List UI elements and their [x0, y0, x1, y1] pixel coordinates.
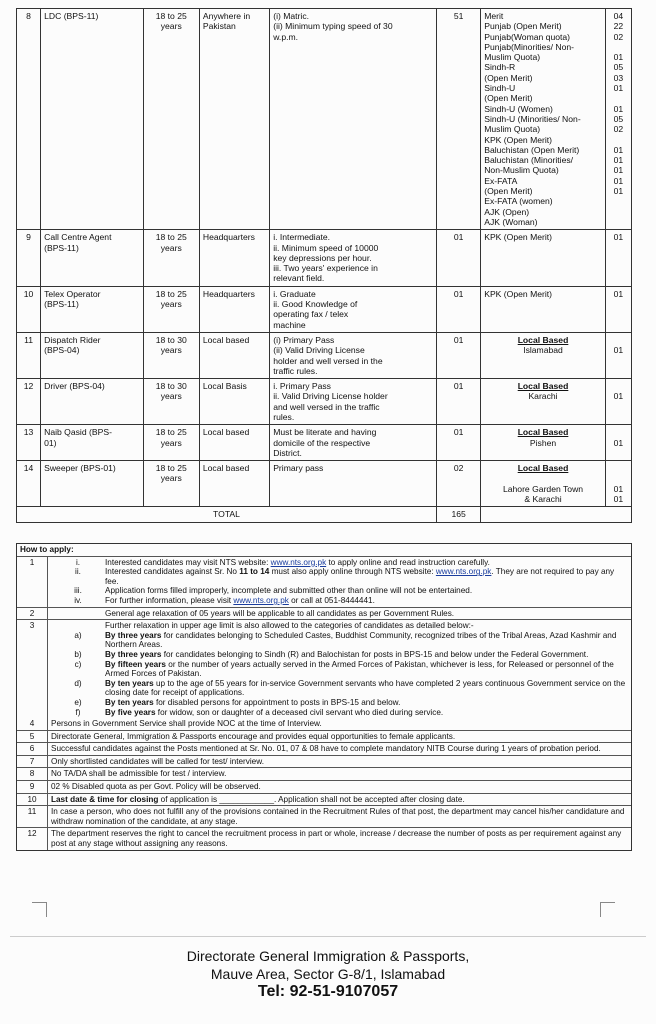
age-relaxation-item: a) By three years for candidates belonging to Scheduled Castes, Buddhist Community, recognized tribes of the Tribal Areas, Azad Kashmir and Northern Areas.	[74, 630, 617, 650]
post-name: LDC (BPS-11)	[41, 9, 144, 230]
place-of-posting: Local based	[199, 332, 269, 378]
howto-item-6: 6 Successful candidates against the Posts mentioned at Sr. No. 01, 07 & 08 have to complete mandatory NITB Course during 1 years of probation period.	[17, 742, 631, 755]
number-of-posts: 01	[437, 230, 481, 286]
howto-subitem: iii. Application forms filled improperly, incomplete and submitted other than online will not be entertained.	[74, 586, 473, 596]
post-row	[17, 379, 632, 425]
post-name: Call Centre Agent (BPS-11)	[41, 230, 144, 286]
howto-item-2: 2 General age relaxation of 05 years will be applicable to all candidates as per Government Rules.	[17, 607, 631, 620]
posts-table	[16, 8, 632, 523]
post-name: Sweeper (BPS-01)	[41, 461, 144, 507]
footer-line1: Directorate General Immigration & Passports,	[186, 948, 470, 964]
howto-item-3: 3 Further relaxation in upper age limit is also allowed to the categories of candidates as detailed below:- a) By three years for candidates belonging to Scheduled Castes, Buddhist Community, recognized tribes of the Tribal Areas, Azad Kashmir and Northern Areas. b) By three years for candidates belonging to Sindh (R) and Balochistan for posts in BPS-15 and below under the Federal Government. c) By fifteen years or the number of years actually served in the Armed Forces of Pakistan, whichever is less, for Released or personnel of the Armed Forces of Pakistan. d) By ten years up to the age of 55 years for in-service Government servants who have completed 2 years continuous Government service on the closing date for receipt of applications. e) By ten years for disabled persons for appointment to posts in BPS-15 and below. f) By five years for widow, son or daughter of a deceased civil servant who died during service.	[17, 619, 631, 718]
age-relaxation-item: f) By five years for widow, son or daughter of a deceased civil servant who died during service.	[75, 707, 444, 717]
crop-mark	[32, 902, 47, 917]
post-name: Dispatch Rider (BPS-04)	[41, 332, 144, 378]
age-relaxation-item: d) By ten years up to the age of 55 years for in-service Government servants who have completed 2 years continuous Government service on the closing date for receipt of applications.	[74, 678, 626, 698]
howto-item-5: 5 Directorate General, Immigration & Passports encourage and provides equal opportunities to female applicants.	[17, 730, 631, 743]
quota-numbers: 01	[605, 425, 631, 461]
quota-distribution: KPK (Open Merit)	[481, 230, 606, 286]
age-relaxation-item: e) By ten years for disabled persons for appointment to posts in BPS-15 and below.	[74, 697, 401, 707]
serial-number: 14	[17, 461, 41, 507]
age-relaxation-item: b) By three years for candidates belonging to Sindh (R) and Balochistan for posts in BPS-15 and below under the Federal Government.	[74, 649, 589, 659]
age-limit: 18 to 25 years	[143, 9, 199, 230]
quota-distribution: Merit Punjab (Open Merit) Punjab(Woman quota) Punjab(Minorities/ Non- Muslim Quota) Sindh-R (Open Merit) Sindh-U (Open Merit) Sindh-U (Women) Sindh-U (Minorities/ Non- Muslim Quota) KPK (Open Merit) Baluchistan (Open Merit) Baluchistan (Minorities/ Non-Muslim Quota) Ex-FATA (Open Merit) Ex-FATA (women) AJK (Open) AJK (Woman)	[481, 9, 606, 230]
qualification: (i) Primary Pass (ii) Valid Driving License holder and well versed in the traffic rules.	[270, 332, 437, 378]
age-limit: 18 to 25 years	[143, 425, 199, 461]
post-row	[17, 230, 632, 286]
place-of-posting: Local Basis	[199, 379, 269, 425]
age-limit: 18 to 25 years	[143, 461, 199, 507]
total-value: 165	[437, 507, 481, 522]
qualification: (i) Matric. (ii) Minimum typing speed of 30 w.p.m.	[270, 9, 437, 230]
quota-numbers: 01	[605, 332, 631, 378]
place-of-posting: Anywhere in Pakistan	[199, 9, 269, 230]
total-label: TOTAL	[17, 507, 437, 522]
footer-telephone: Tel: 92-51-9107057	[257, 983, 399, 1000]
nts-website-link[interactable]: www.nts.org.pk	[233, 595, 289, 605]
howto-item-4: 4 Persons in Government Service shall provide NOC at the time of Interview.	[17, 718, 631, 730]
age-relaxation-item: c) By fifteen years or the number of years actually served in the Armed Forces of Pakistan, whichever is less, for Released or personnel of the Armed Forces of Pakistan.	[74, 659, 614, 679]
age-limit: 18 to 25 years	[143, 286, 199, 332]
post-name: Telex Operator (BPS-11)	[41, 286, 144, 332]
quota-heading: Local Based	[517, 334, 569, 345]
serial-number: 11	[17, 332, 41, 378]
nts-website-link[interactable]: www.nts.org.pk	[270, 557, 327, 567]
post-name: Driver (BPS-04)	[41, 379, 144, 425]
quota-distribution: Local Based Lahore Garden Town & Karachi	[481, 461, 606, 507]
post-row	[17, 332, 632, 378]
crop-mark	[600, 902, 615, 917]
number-of-posts: 51	[437, 9, 481, 230]
howto-title-row	[17, 544, 631, 556]
post-name: Naib Qasid (BPS- 01)	[41, 425, 144, 461]
quota-distribution: Local Based Pishen	[481, 425, 606, 461]
quota-numbers: 01 01	[605, 461, 631, 507]
footer-line2: Mauve Area, Sector G-8/1, Islamabad	[210, 966, 446, 982]
howto-subitem: ii. Interested candidates against Sr. No 11 to 14 must also apply online through NTS website: www.nts.org.pk. They are not required to pay any fee.	[75, 567, 615, 586]
quota-heading: Local Based	[517, 427, 569, 438]
qualification: Must be literate and having domicile of the respective District.	[270, 425, 437, 461]
footer-address	[10, 936, 646, 1001]
number-of-posts: 02	[437, 461, 481, 507]
number-of-posts: 01	[437, 286, 481, 332]
howto-title: How to apply:	[20, 545, 74, 554]
quota-numbers: 01	[605, 286, 631, 332]
place-of-posting: Headquarters	[199, 286, 269, 332]
qualification: i. Intermediate. ii. Minimum speed of 10000 key depressions per hour. iii. Two years' experience in relevant field.	[270, 230, 437, 286]
nts-website-link[interactable]: www.nts.org.pk	[435, 567, 492, 577]
howto-subitem: iv. For further information, please visit www.nts.org.pk or call at 051-8444441.	[74, 595, 375, 605]
how-to-apply-section	[16, 543, 632, 851]
howto-item-8: 8 No TA/DA shall be admissible for test / interview.	[17, 767, 631, 780]
howto-item-1: 1 i. Interested candidates may visit NTS website: www.nts.org.pk to apply online and read instruction carefully. ii. Interested candidates against Sr. No 11 to 14 must also apply online through NTS website: www.nts.org.pk. They are not required to pay any fee. iii. Application forms filled improperly, incomplete and submitted other than online will not be entertained. iv. For further information, please visit www.nts.org.pk or call at 051-8444441.	[17, 556, 631, 607]
howto-item-7: 7 Only shortlisted candidates will be called for test/ interview.	[17, 755, 631, 768]
age-limit: 18 to 30 years	[143, 379, 199, 425]
quota-distribution: Local Based Karachi	[481, 379, 606, 425]
post-row	[17, 425, 632, 461]
howto-subitem: i. Interested candidates may visit NTS website: www.nts.org.pk to apply online and read instruction carefully.	[75, 557, 490, 567]
quota-distribution: Local Based Islamabad	[481, 332, 606, 378]
quota-heading: Local Based	[517, 463, 569, 474]
howto-item-10: 10 Last date & time for closing of application is ____________. Application shall not be accepted after closing date.	[17, 793, 631, 806]
howto-item-12: 12 The department reserves the right to cancel the recruitment process in part or whole, increase / decrease the number of posts as per requirement against any post at any stage without assigning any reasons.	[17, 827, 631, 849]
qualification: i. Primary Pass ii. Valid Driving License holder and well versed in the traffic rules.	[270, 379, 437, 425]
howto-item-9: 9 02 % Disabled quota as per Govt. Policy will be observed.	[17, 780, 631, 793]
number-of-posts: 01	[437, 425, 481, 461]
qualification: Primary pass	[270, 461, 437, 507]
serial-number: 13	[17, 425, 41, 461]
quota-heading: Local Based	[517, 381, 569, 392]
serial-number: 9	[17, 230, 41, 286]
quota-numbers: 01	[605, 379, 631, 425]
place-of-posting: Local based	[199, 461, 269, 507]
number-of-posts: 01	[437, 332, 481, 378]
post-row	[17, 286, 632, 332]
howto-item-11: 11 In case a person, who does not fulfill any of the provisions contained in the Recruitment Rules of that post, the department may cancel his/her candidature and withdraw nomination of the candidate, at any stage.	[17, 805, 631, 827]
number-of-posts: 01	[437, 379, 481, 425]
qualification: i. Graduate ii. Good Knowledge of operating fax / telex machine	[270, 286, 437, 332]
quota-distribution: KPK (Open Merit)	[481, 286, 606, 332]
quota-numbers: 01	[605, 230, 631, 286]
quota-numbers: 04 22 02 01 05 03 01 01 05 02 01 01 01 01 01	[605, 9, 631, 230]
place-of-posting: Headquarters	[199, 230, 269, 286]
serial-number: 10	[17, 286, 41, 332]
post-row	[17, 461, 632, 507]
age-limit: 18 to 30 years	[143, 332, 199, 378]
age-limit: 18 to 25 years	[143, 230, 199, 286]
serial-number: 8	[17, 9, 41, 230]
total-row	[17, 507, 632, 522]
place-of-posting: Local based	[199, 425, 269, 461]
post-row	[17, 9, 632, 230]
serial-number: 12	[17, 379, 41, 425]
